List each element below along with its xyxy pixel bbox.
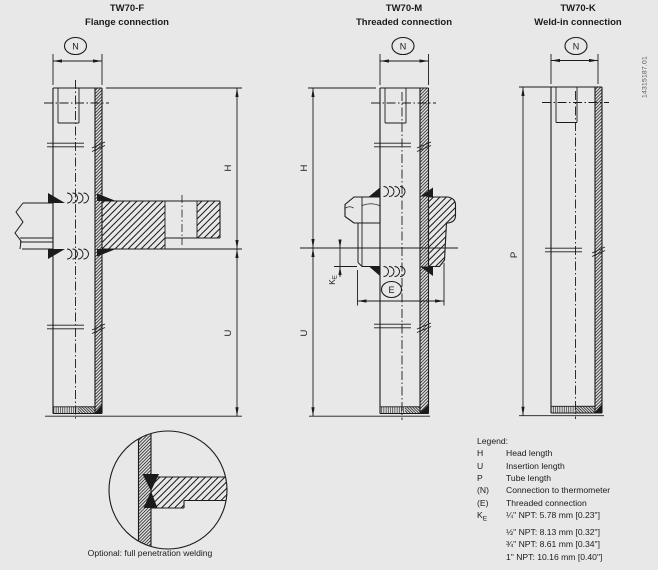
legend-desc: ½" NPT: 8.13 mm [0.32"]: [506, 527, 600, 538]
tw70-m-h-label: H: [299, 164, 310, 172]
tw70-f-n-label: N: [72, 41, 79, 52]
tw70-m-subtitle: Threaded connection: [355, 16, 453, 28]
legend-key: P: [477, 473, 483, 484]
legend-desc: 1" NPT: 10.16 mm [0.40"]: [506, 551, 603, 562]
tw70-f-process-pipe: [15, 203, 53, 249]
legend-desc: Head length: [506, 448, 553, 459]
legend-item-ke-4: [477, 551, 610, 563]
legend-key-ke: [477, 509, 506, 526]
legend-item-ke: [477, 509, 610, 526]
legend: [477, 435, 610, 563]
tw70-f-title: TW70-F: [109, 3, 145, 14]
ke-main: K: [327, 279, 337, 285]
legend-item-h: [477, 447, 610, 459]
legend-key: (E): [477, 497, 489, 508]
tw70-m-drawing: [299, 38, 458, 421]
tw70-k-subtitle: Weld-in connection: [534, 16, 622, 28]
tw70-m-threaded-fitting: [345, 197, 456, 267]
legend-key: U: [477, 460, 484, 471]
tw70-m-e-label: E: [388, 285, 395, 295]
legend-key: H: [477, 448, 484, 459]
tw70-m-ke-label: [327, 275, 339, 285]
legend-item-ke-2: [477, 526, 610, 538]
tw70-k-drawing: [509, 38, 609, 420]
tw70-k-title: TW70-K: [560, 3, 596, 14]
tw70-k-n-balloon: [565, 38, 587, 55]
legend-item-ke-3: [477, 538, 610, 550]
legend-desc: ¼" NPT: 5.78 mm [0.23"]: [506, 510, 600, 521]
tw70-f-n-balloon: [65, 38, 87, 55]
tw70-m-n-label: N: [399, 41, 407, 52]
tw70-f-drawing: [15, 38, 242, 421]
legend-item-n: [477, 484, 610, 496]
tw70-f-flange: [22, 195, 242, 249]
tw70-f-h-label: H: [223, 164, 234, 172]
detail-caption: Optional: full penetration welding: [87, 548, 213, 558]
legend-desc: Insertion length: [506, 460, 565, 471]
legend-key: (N): [477, 485, 489, 496]
legend-desc: Connection to thermometer: [506, 485, 611, 496]
ke-sub: E: [332, 275, 339, 280]
tw70-m-e-balloon: [382, 282, 402, 298]
tw70-m-n-balloon: [392, 38, 414, 55]
tw70-k-dimensions: [519, 54, 604, 416]
document-number: 14315187.01: [641, 56, 649, 98]
tw70-f-subtitle: Flange connection: [85, 16, 169, 28]
tw70-m-tube: [374, 88, 431, 414]
ke-key-sub: E: [482, 515, 488, 523]
legend-item-u: [477, 460, 610, 472]
legend-item-p: [477, 472, 610, 484]
legend-desc: Threaded connection: [506, 497, 587, 508]
weld-detail-circle: [109, 430, 229, 551]
ke-key-main: K: [477, 510, 483, 521]
tw70-k-n-label: N: [572, 41, 580, 52]
tw70-k-p-label: P: [509, 251, 520, 259]
tw70-k-tube: [545, 87, 605, 413]
legend-desc: Tube length: [506, 473, 552, 484]
legend-desc: ¾" NPT: 8.61 mm [0.34"]: [506, 539, 600, 550]
legend-item-e: [477, 497, 610, 509]
tw70-m-u-label: U: [299, 329, 310, 337]
legend-heading: Legend:: [477, 436, 509, 446]
tw70-f-u-label: U: [223, 329, 234, 337]
tw70-m-title: TW70-M: [385, 3, 423, 14]
